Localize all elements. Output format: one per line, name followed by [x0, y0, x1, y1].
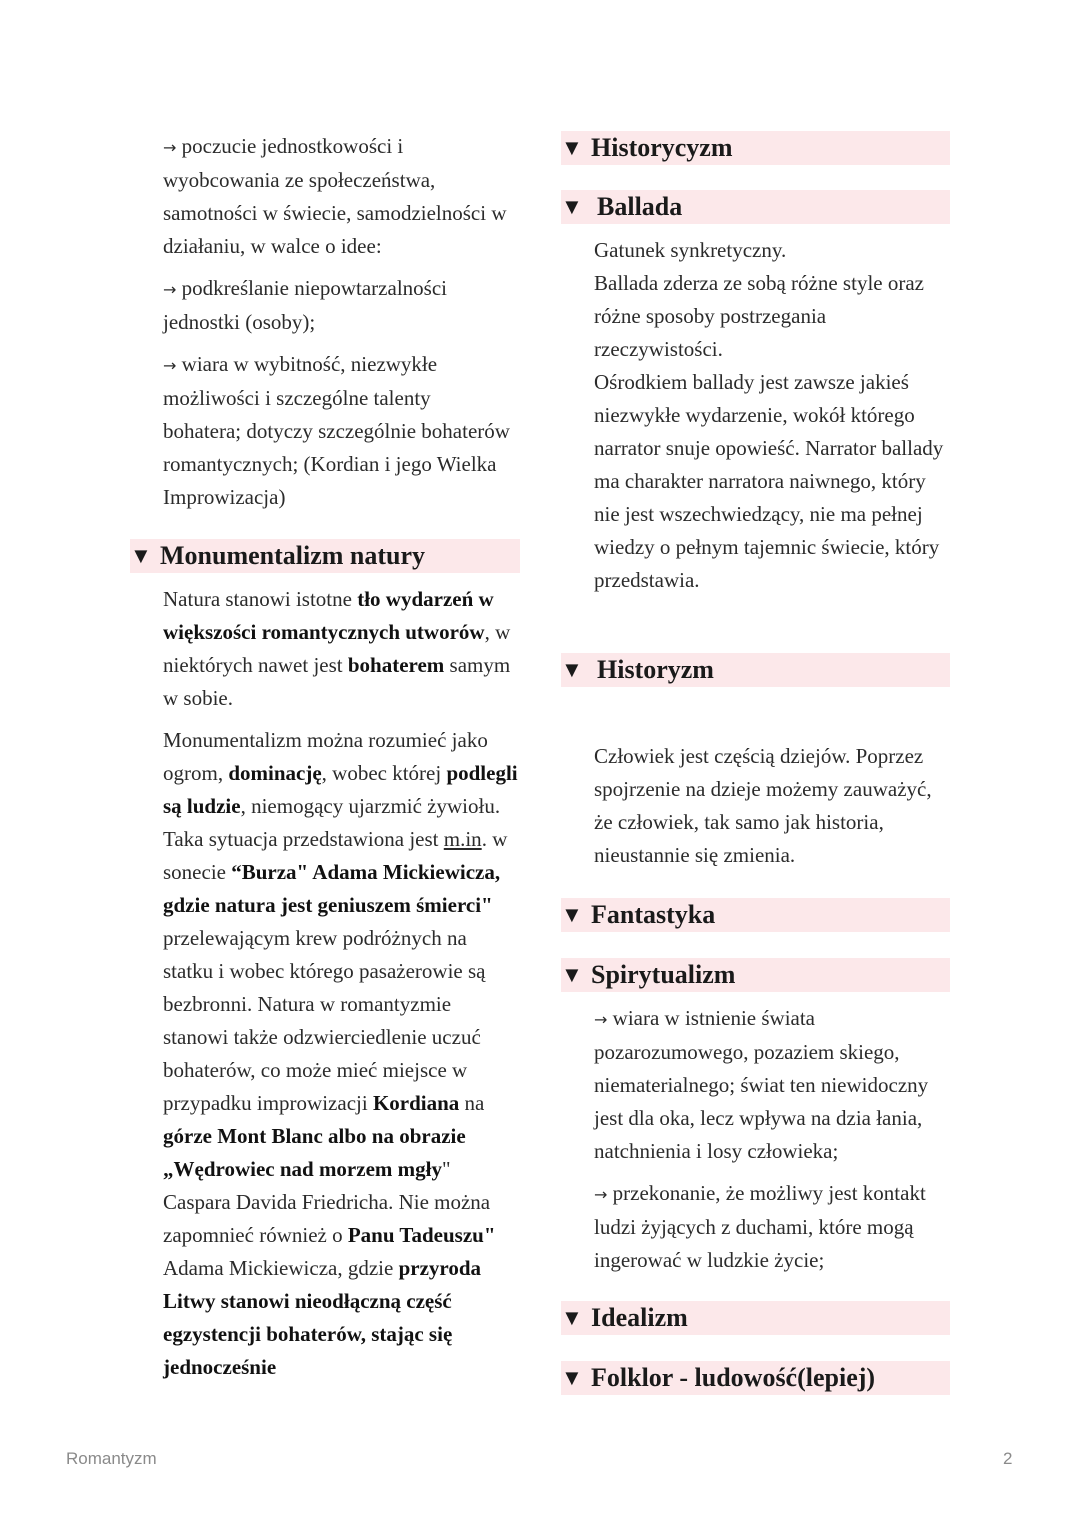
bold-text: Kordiana [372, 1091, 460, 1115]
text: . w sonecie [163, 827, 508, 884]
text: Ballada zderza ze sobą różne style oraz różne sposoby postrzegania rzeczywistości. [594, 271, 924, 361]
paragraph-jednostkowosc [163, 130, 513, 263]
text: Natura stanowi istotne [163, 587, 358, 611]
paragraph-text: podkreślanie niepowtarzalności jednostki (osoby); [163, 276, 447, 334]
heading-text: Folklor - ludowość(lepiej) [591, 1363, 876, 1392]
heading-spirytualizm [561, 958, 950, 992]
triangle-down-icon: ▼ [561, 194, 583, 219]
text: wiara w istnienie świata pozarozumowego, pozaziem skiego, niematerialnego; świat ten niewidoczny jest dla oka, lecz wpływa na dzia łania, natchnienia i losy człowieka; [594, 1006, 929, 1163]
heading-ballada [561, 190, 950, 224]
paragraph-historyzm [594, 740, 954, 872]
text: , w niektórych nawet jest [163, 620, 511, 677]
bold-text: górze Mont Blanc albo na obrazie „Wędrowiec nad morzem mgły [163, 1124, 466, 1181]
heading-historyzm [561, 653, 950, 687]
heading-folklor [561, 1361, 950, 1395]
triangle-down-icon: ▼ [561, 902, 583, 927]
arrow-right-icon: → [594, 1185, 608, 1204]
paragraph-natura [163, 583, 518, 715]
triangle-down-icon: ▼ [561, 135, 583, 160]
heading-idealizm [561, 1301, 950, 1335]
text: samym w sobie. [163, 653, 511, 710]
paragraph-ballada [594, 234, 949, 597]
text: Ośrodkiem ballady jest zawsze jakieś niezwykłe wydarzenie, wokół którego narrator snuje opowieść. Narrator ballady ma charakter narratora naiwnego, który nie jest wszechwiedzący, nie ma pełnej wiedzy o pełnym tajemnic świecie, który przedstawia. [594, 370, 944, 592]
paragraph-monumentalizm [163, 724, 518, 1384]
text: Gatunek synkretyczny. [594, 238, 787, 262]
heading-text: Ballada [597, 192, 683, 221]
paragraph-spirytualizm-1 [594, 1002, 949, 1168]
triangle-down-icon: ▼ [561, 1305, 583, 1330]
bold-text: tło wydarzeń w większości romantycznych utworów [163, 587, 494, 644]
heading-text: Historycyzm [591, 133, 733, 162]
triangle-down-icon: ▼ [561, 1365, 583, 1390]
text: Monumentalizm można rozumieć jako ogrom, [163, 728, 488, 785]
triangle-down-icon: ▼ [561, 962, 583, 987]
text: przelewającym krew podróżnych na statku i wobec którego pasażerowie są bezbronni. Natura w romantyzmie stanowi także odzwierciedlenie uczuć bohaterów, co może mieć miejsce w przypadku improwizacji [163, 926, 486, 1115]
text: , wobec której [321, 761, 447, 785]
page-number: 2 [1003, 1449, 1013, 1468]
arrow-right-icon: → [163, 356, 177, 375]
arrow-right-icon: → [163, 138, 177, 157]
heading-text: Fantastyka [591, 900, 716, 929]
bold-text: przyroda Litwy stanowi nieodłączną część egzystencji bohaterów, stając się jednocześnie [163, 1256, 482, 1379]
heading-text: Monumentalizm natury [160, 541, 426, 570]
text: na [459, 1091, 485, 1115]
text: przekonanie, że możliwy jest kontakt ludzi żyjących z duchami, które mogą ingerować w ludzkie życie; [594, 1181, 926, 1272]
paragraph-spirytualizm-2 [594, 1177, 954, 1277]
heading-fantastyka [561, 898, 950, 932]
text: Człowiek jest częścią dziejów. Poprzez spojrzenie na dzieje możemy zauważyć, że człowiek, tak samo jak historia, nieustannie się zmienia. [594, 744, 932, 867]
paragraph-text: poczucie jednostkowości i wyobcowania ze społeczeństwa, samotności w świecie, samodzielności w działaniu, w walce o idee: [163, 134, 507, 258]
text: , niemogący ujarzmić żywiołu. Taka sytuacja przedstawiona jest [163, 794, 501, 851]
triangle-down-icon: ▼ [130, 543, 152, 568]
arrow-right-icon: → [594, 1010, 608, 1029]
underlined-link-text: m.in [443, 827, 482, 851]
heading-historycyzm [561, 131, 950, 165]
bold-text: Panu Tadeuszu" [347, 1223, 496, 1247]
heading-text: Historyzm [597, 655, 714, 684]
arrow-right-icon: → [163, 280, 177, 299]
paragraph-text: wiara w wybitność, niezwykłe możliwości i szczególne talenty bohatera; dotyczy szczególnie bohaterów romantycznych; (Kordian i jego Wielka Improwizacja) [163, 352, 510, 509]
heading-text: Idealizm [591, 1303, 688, 1332]
heading-monumentalizm [130, 539, 520, 573]
footer-title: Romantyzm [66, 1449, 157, 1468]
heading-text: Spirytualizm [591, 960, 736, 989]
bold-text: podlegli są ludzie [163, 761, 518, 818]
triangle-down-icon: ▼ [561, 657, 583, 682]
text: " Caspara Davida Friedricha. Nie można zapomnieć również o [163, 1157, 491, 1247]
bold-text: dominację [228, 761, 322, 785]
bold-text: “Burza" Adama Mickiewicza, gdzie natura jest geniuszem śmierci" [163, 860, 501, 917]
bold-text: bohaterem [347, 653, 445, 677]
paragraph-niepowtarzalnosc [163, 272, 513, 339]
text: Adama Mickiewicza, gdzie [163, 1256, 399, 1280]
paragraph-wybitnosc [163, 348, 513, 514]
